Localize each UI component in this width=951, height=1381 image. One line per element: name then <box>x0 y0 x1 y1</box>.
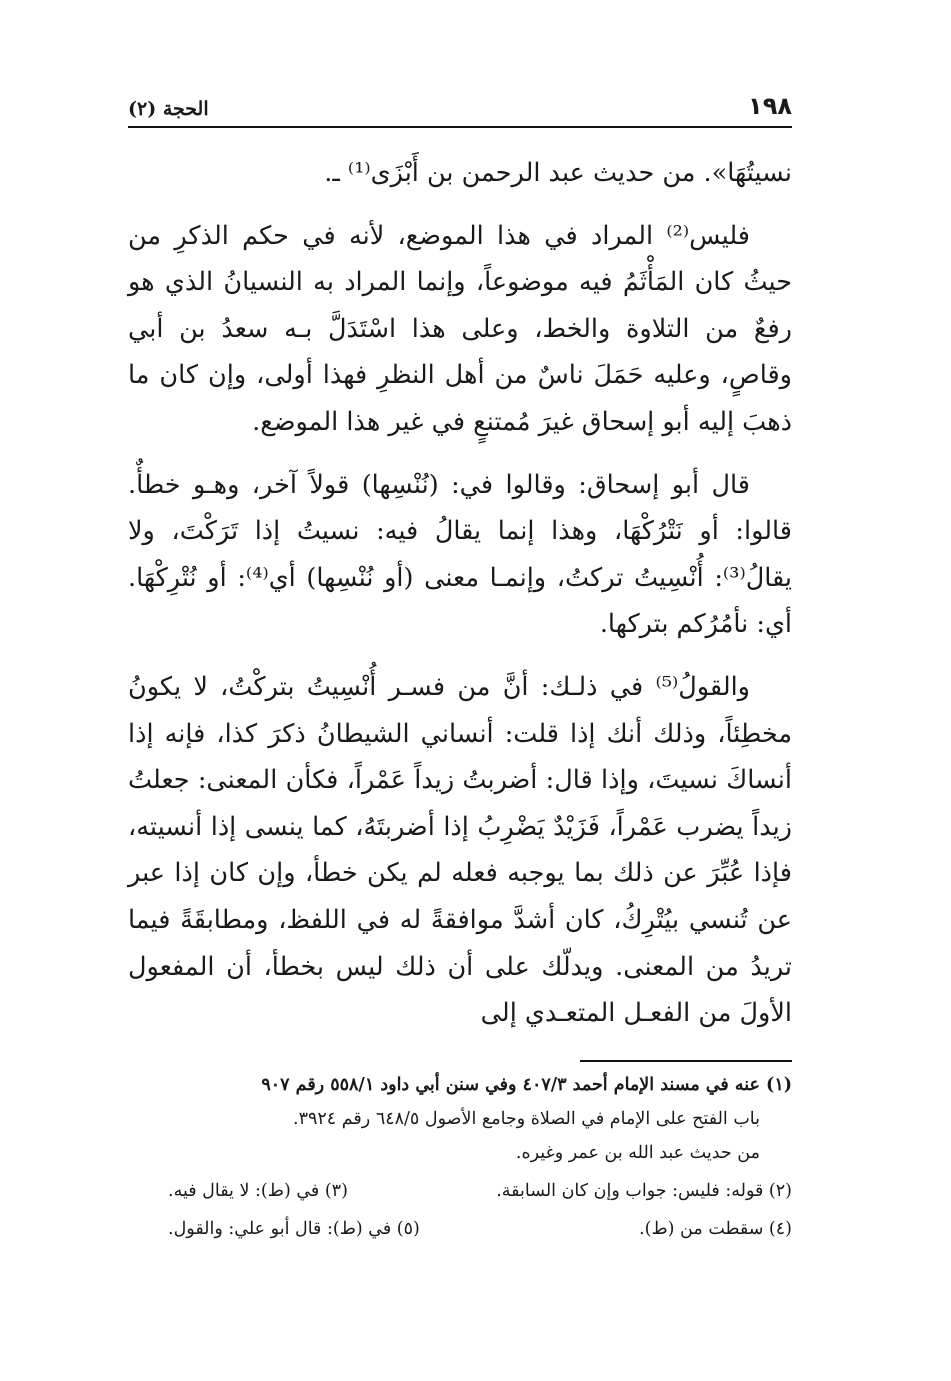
footnote-3: (٣) في (ط): لا يقال فيه. <box>168 1181 348 1201</box>
footnote-4: (٤) سقطت من (ط). <box>639 1219 792 1239</box>
page-header <box>128 92 792 128</box>
footnotes <box>128 1068 792 1246</box>
footnote-5: (٥) في (ط): قال أبو علي: والقول. <box>168 1219 420 1239</box>
footnote-separator <box>580 1060 792 1062</box>
book-page <box>128 0 792 1381</box>
footnote-1-line-1: (١) عنه في مسند الإمام أحمد ٤٠٧/٣ وفي سنن أبي داود ٥٥٨/١ رقم ٩٠٧ <box>261 1075 792 1095</box>
footnote-row-2-3 <box>128 1174 792 1208</box>
footnote-row-4-5 <box>128 1212 792 1246</box>
footnote-1-line-3: من حديث عبد الله بن عمر وغيره. <box>515 1143 760 1163</box>
paragraph-4: والقولُ⁽⁵⁾ في ذلـك: أنَّ من فسـر أُنْسِيتُ بتركْتُ، لا يكونُ مخطِئاً، وذلك أنك إذا قلت: أنساني الشيطانُ ذكرَ كذا، فإنه إذا أنساكَ نسيتَ، وإذا قال: أضربتُ زيداً عَمْراً، فكأن المعنى: جعلتُ زيداً يضرب عَمْراً، فَزَيْدٌ يَضْرِبُ إذا أضربتَهُ، كما ينسى إذا أنسيته، فإذا عُبِّرَ عن ذلك بما يوجبه فعله لم يكن خطأ، وإن كان إذا عبر عن تُنسي بيُتْرِكُ، كان أشدَّ موافقةً له في اللفظ، ومطابقَةً فيما تريدُ من المعنى. ويدلّك على أن ذلك ليس بخطأ، أن المفعول الأولَ من الفعـل المتعـدي إلى <box>128 671 793 1029</box>
paragraph-3: قال أبو إسحاق: وقالوا في: (نُنْسِها) قولاً آخر، وهـو خطأٌ. قالوا: أو نَتْرُكْهَا، وهذا إنما يقالُ فيه: نسيتُ إذا تَرَكْتَ، ولا يقالُ⁽³⁾: أُنْسِيتُ تركتُ، وإنمـا معنى (أو نُنْسِها) أي⁽⁴⁾: أو نُتْرِكْهَا. أي: نأمُرُكم بتركها. <box>128 469 792 640</box>
footnote-2: (٢) قوله: فليس: جواب وإن كان السابقة. <box>496 1181 792 1201</box>
page-number: ١٩٨ <box>748 92 792 120</box>
running-title: الحجة (٢) <box>128 98 209 120</box>
paragraph-1: نسيتُهَا». من حديث عبد الرحمن بن أَبْزَى⁽¹⁾ ـ. <box>324 158 792 188</box>
main-text <box>128 150 792 1053</box>
footnote-1-line-2: باب الفتح على الإمام في الصلاة وجامع الأصول ٦٤٨/٥ رقم ٣٩٢٤. <box>293 1109 760 1129</box>
paragraph-2: فليس⁽²⁾ المراد في هذا الموضع، لأنه في حكم الذكرِ من حيثُ كان المَأْثَمُ فيه موضوعاً، وإنما المراد به النسيانُ الذي هو رفعٌ من التلاوة والخط، وعلى هذا اسْتَدَلَّ بـه سعدُ بن أبي وقاصٍ، وعليه حَمَلَ ناسٌ من أهل النظرِ فهذا أولى، وإن كان ما ذهبَ إليه أبو إسحاق غيرَ مُمتنعٍ في غير هذا الموضع. <box>128 220 792 437</box>
